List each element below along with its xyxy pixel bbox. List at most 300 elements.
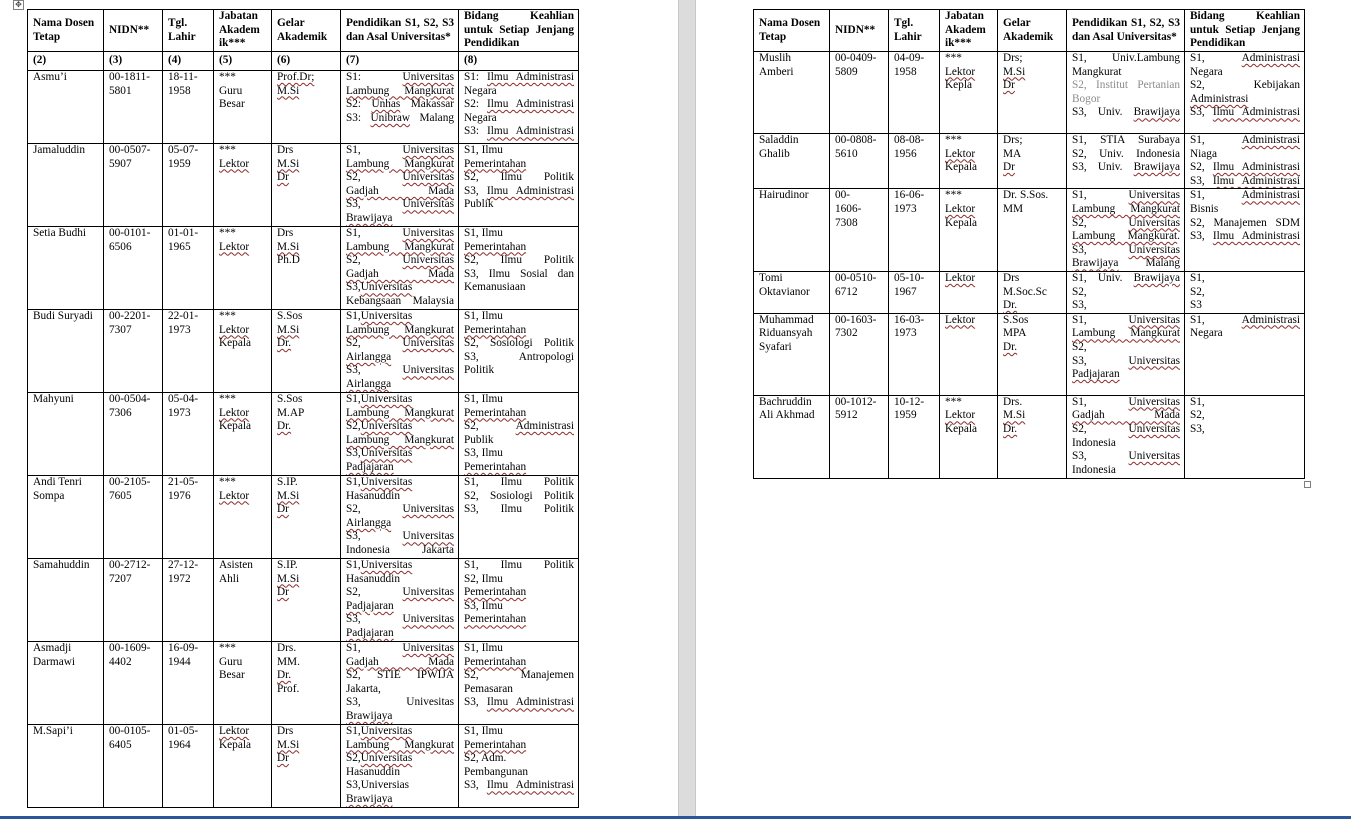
cell-text: Kepla [945,79,972,92]
cell-text: Lektor [219,323,250,336]
cell-nidn [104,71,163,144]
cell-text: 00-0105- [109,725,151,737]
cell-text: Indonesia Jakarta [346,543,454,556]
table-row [754,189,1305,272]
cell-jabatan [214,725,272,808]
cell-text: Bachruddin [759,395,812,408]
cell-text: S3, Ilmu Sosial dan [464,267,574,280]
cell-text: *** [945,189,962,202]
cell-text: 18-11- [168,71,198,83]
cell-pendidikan [1067,52,1185,134]
cell-gelar [998,52,1067,134]
cell-text: S1, Universitas [346,227,454,239]
cell-jabatan [940,313,998,395]
cell-text: S.IP. [277,476,298,488]
cell-text: Andi Tenri [33,476,82,488]
cell-text: S3, Univesitas [346,696,454,709]
table-row [28,393,579,476]
cell-text: 04-09- [894,52,925,64]
cell-gelar [998,189,1067,272]
cell-text: *** [945,395,962,408]
cell-text: Gadjah Mada [346,267,454,280]
cell-text: Sompa [33,489,65,502]
cell-tgl [889,395,940,478]
cell-text: S2, Sosiologi Politik [464,337,574,350]
cell-text: Drs. [1003,395,1023,408]
cell-gelar [272,227,341,310]
cell-text: Brawijaya [346,792,393,805]
cell-text: S1,Universitas [346,725,413,737]
cell-text: S.IP. [277,559,298,571]
cell-text: S1: Ilmu Administrasi [464,71,574,83]
cell-text: 00-0808- [835,134,877,146]
cell-text: Pemerintahan [464,240,527,253]
cell-text: Drs [1003,271,1020,284]
cell-text: Kepala [945,422,977,435]
cell-text: S2, Universitas [1072,422,1180,435]
cell-text: Lektor [945,202,976,215]
table-move-handle-icon[interactable]: ✥ [13,0,24,10]
cell-nidn [830,313,889,395]
cell-text: 7207 [109,572,132,585]
cell-text: Lambung Mangkurat [346,323,454,336]
cell-bidang [1185,134,1305,189]
cell-text: 01-01- [168,227,199,239]
cell-text: Ph.D [277,254,300,267]
cell-pendidikan [1067,134,1185,189]
cell-text: Dr. [277,337,292,350]
cell-bidang [1185,189,1305,272]
cell-pendidikan [341,144,459,227]
cell-text: 4402 [109,655,132,668]
cell-nidn [830,134,889,189]
cell-text: S2, [1190,409,1205,422]
cell-text: S2, Universitas [1072,216,1180,229]
cell-text: S2, Ilmu Politik [464,171,574,184]
cell-tgl [163,393,214,476]
cell-text: 1973 [894,202,917,215]
cell-pendidikan [1067,189,1185,272]
cell-text: Drs [277,144,294,156]
cell-text: Lektor [219,406,250,419]
cell-pendidikan [341,310,459,393]
cell-text: Tomi [759,271,783,284]
cell-text: S1, [1190,271,1205,284]
column-number: (3) [104,52,163,71]
cell-text: S2, [1072,285,1087,298]
column-number: (8) [459,52,579,71]
cell-pendidikan [341,559,459,642]
cell-text: S2, Manajemen SDM [1190,216,1300,229]
cell-text: 1976 [168,489,191,502]
cell-text: Pemerintahan [464,157,527,170]
cell-text: *** [219,393,236,405]
cell-text: 6405 [109,738,132,751]
cell-text: Lambung Mangkurat. [1072,230,1180,243]
cell-text: S1,Universitas [346,310,413,322]
cell-text: Kemanusiaan [464,281,526,294]
cell-nidn [830,189,889,272]
header-nidn: NIDN** [104,10,163,52]
cell-text: Riduansyah [759,327,813,340]
cell-text: Lambung Mangkurat [346,738,454,751]
cell-nama [28,559,104,642]
header-nidn: NIDN** [830,10,889,52]
cell-text: 00-0507- [109,144,151,156]
lecturer-table-left [27,9,579,808]
cell-nidn [104,476,163,559]
cell-text: S3,Universitas [346,447,413,460]
header-bidang: Bidang Keahlian untuk Setiap Jenjang Pendidikan [1185,10,1305,52]
page-gutter [678,0,696,819]
cell-text: S2, Universitas [346,254,454,267]
table-row [754,271,1305,313]
cell-text: Lambung Mangkurat [346,433,454,446]
cell-text: MM. [277,655,300,668]
cell-text: Drs; [1003,52,1023,64]
cell-nidn [830,395,889,478]
cell-text: S2, Manajemen [464,669,574,682]
cell-tgl [889,271,940,313]
cell-nama [754,134,830,189]
cell-pendidikan [1067,313,1185,395]
cell-text: S3, Ilmu Administrasi [464,184,574,197]
cell-text: S1, Ilmu [464,144,503,156]
cell-text: S3, [1190,422,1205,435]
cell-nidn [104,310,163,393]
cell-tgl [163,559,214,642]
cell-text: Drs. [277,642,297,654]
cell-text: S1, Universitas [1072,395,1180,408]
cell-text: Publik [464,198,494,211]
cell-tgl [163,642,214,725]
cell-text: Publik [464,433,494,446]
cell-nidn [830,52,889,134]
cell-text: M.Si [1003,65,1026,78]
cell-bidang [459,559,579,642]
cell-bidang [459,310,579,393]
cell-text: Kepala [945,216,977,229]
cell-text: Hasanuddin [346,489,400,502]
header-nama: Nama Dosen Tetap [28,10,104,52]
cell-text: M.Si [277,572,300,585]
cell-text: 1944 [168,655,191,668]
cell-text: S3,Universias [346,779,410,792]
cell-text: S3, Universitas [1072,243,1180,256]
table-row [28,476,579,559]
cell-text: S3, Ilmu [464,599,503,612]
cell-text: Dr. S.Sos. [1003,189,1049,202]
cell-nama [28,725,104,808]
cell-text: Indonesia [1072,463,1116,476]
cell-nama [754,52,830,134]
cell-text: Negara [464,84,497,97]
cell-gelar [272,476,341,559]
cell-nama [754,189,830,272]
cell-text: S1, Ilmu [464,227,503,239]
cell-text: MM [1003,202,1024,215]
cell-bidang [459,642,579,725]
cell-text: Ali Akhmad [759,409,815,422]
cell-text: Hasanuddin [346,765,400,778]
cell-bidang [1185,52,1305,134]
cell-text: S.Sos [277,393,303,405]
cell-text: Asmadji [33,642,72,654]
cell-text: Syafari [759,340,792,353]
header-jabatan: Jabatan Akadem ik*** [940,10,998,52]
cell-text: S3, Universitas [1072,450,1180,463]
table-row [754,134,1305,189]
cell-text: Lektor [945,65,976,78]
cell-text: S3, Ilmu Administrasi [464,696,574,709]
cell-text: M.Si [277,84,300,97]
cell-text: 00-1811- [109,71,150,83]
cell-text: Dr. [1003,340,1018,353]
cell-gelar [998,271,1067,313]
cell-text: S2, [1190,285,1205,298]
cell-text: 1973 [168,406,191,419]
cell-text: Indonesia [1072,436,1116,449]
cell-text: Lektor [945,313,976,326]
table-resize-handle-icon[interactable] [1304,481,1311,488]
cell-gelar [998,313,1067,395]
cell-nidn [104,227,163,310]
table-header-row [28,10,579,52]
cell-text: Pemerintahan [464,406,527,419]
cell-nama [28,310,104,393]
column-number-row [28,52,579,71]
cell-jabatan [940,134,998,189]
cell-text: Drs; [1003,134,1023,146]
cell-text: M.Si [277,157,300,170]
cell-text: 1964 [168,738,191,751]
cell-text: S2, Universitas [346,171,454,184]
cell-text: S1: Universitas [346,71,454,83]
cell-text: 7307 [109,323,132,336]
cell-tgl [889,134,940,189]
cell-text: Lambung Mangkurat [1072,202,1180,215]
cell-text: S1, Univ.Lambung [1072,52,1180,64]
cell-text: Negara [464,111,497,124]
cell-pendidikan [341,642,459,725]
cell-text: S1, Universitas [1072,313,1180,326]
cell-jabatan [214,642,272,725]
cell-text: Pemerintahan [464,613,527,626]
cell-nama [28,227,104,310]
cell-text: S1, Ilmu Politik [464,559,574,571]
cell-pendidikan [341,725,459,808]
cell-text: Lambung Mangkurat [346,240,454,253]
cell-text: Politik [464,364,495,377]
cell-text: Lambung Mangkurat [1072,327,1180,340]
cell-text: M.Soc.Sc [1003,285,1047,298]
cell-text: *** [219,71,236,83]
cell-gelar [272,71,341,144]
cell-text: Kepala [219,420,251,433]
cell-text: Lektor [945,409,976,422]
cell-text: 27-12- [168,559,199,571]
cell-text: 1959 [894,409,917,422]
cell-nidn [104,642,163,725]
cell-text: 1958 [168,84,191,97]
cell-text: M.Si [1003,409,1026,422]
cell-text: Airlangga [346,377,392,390]
cell-text: Jakarta, [346,682,381,695]
cell-text: S3, Univ. Brawijaya [1072,161,1180,174]
cell-text: Asmu’i [33,71,67,83]
cell-text: 5809 [835,65,858,78]
cell-text: Padjajaran [346,460,394,473]
cell-text: S1, STIA Surabaya [1072,134,1180,146]
cell-tgl [163,227,214,310]
cell-text: S2, [1072,340,1087,353]
cell-text: 00-2712- [109,559,151,571]
cell-text: Bogor [1072,92,1101,105]
cell-text: S1, Universitas [1072,189,1180,202]
cell-text: 05-10- [894,271,925,284]
cell-text: Lektor [219,157,250,170]
cell-pendidikan [341,393,459,476]
cell-text: 6506 [109,240,132,253]
cell-text: Bisnis [1190,202,1219,215]
cell-text: Prof.Dr; [277,71,315,83]
cell-text: Kepala [219,738,251,751]
cell-text: Gadjah Mada [1072,409,1180,422]
cell-text: Lektor [945,147,976,160]
cell-text: S2, Sosiologi Politik [464,489,574,502]
cell-text: S3, Universitas [346,613,454,626]
cell-text: 16-03- [894,313,925,326]
cell-text: S3, Ilmu Administrasi [1190,106,1300,119]
header-pendidikan: Pendidikan S1, S2, S3 dan Asal Universitas* [341,10,459,52]
cell-text: S2, Ilmu Politik [464,254,574,267]
cell-nama [754,313,830,395]
header-bidang: Bidang Keahlian untuk Setiap Jenjang Pendidikan [459,10,579,52]
cell-text: Budi Suryadi [33,310,93,322]
cell-text: 1956 [894,147,917,160]
table-body-left [28,71,579,808]
cell-text: Lektor [945,271,976,284]
cell-text: Lambung Mangkurat [346,406,454,419]
cell-text: Prof. [277,682,300,695]
cell-text: Pemerintahan [464,460,527,473]
cell-text: 7605 [109,489,132,502]
cell-text: 00-0504- [109,393,151,405]
cell-nama [28,71,104,144]
cell-text: Lektor [219,240,250,253]
cell-jabatan [940,271,998,313]
cell-text: *** [219,310,236,322]
cell-text: Padjajaran [346,599,394,612]
cell-nama [754,271,830,313]
cell-nidn [104,559,163,642]
cell-text: Muslih [759,52,792,64]
cell-nidn [104,393,163,476]
cell-text: Pembangunan [464,765,529,778]
cell-text: 5801 [109,84,132,97]
cell-text: S2,Universitas [346,420,413,433]
table-body-right [754,52,1305,479]
cell-gelar [272,642,341,725]
cell-text: M.Sapi’i [33,725,73,737]
header-tgl-lahir: Tgl. Lahir [889,10,940,52]
cell-text: Saladdin [759,134,799,146]
cell-text: Pemerintahan [464,323,527,336]
cell-jabatan [214,71,272,144]
column-number: (5) [214,52,272,71]
cell-text: Mahyuni [33,393,74,405]
table-row [28,71,579,144]
cell-text: S3: Unibraw Malang [346,111,454,124]
cell-text: Darmawi [33,655,76,668]
cell-text: Dr. [1003,422,1018,435]
cell-text: S2, Kebijakan [1190,79,1300,92]
cell-gelar [272,725,341,808]
cell-text: Drs [277,227,294,239]
cell-text: S1, Administrasi [1190,52,1300,64]
table-row [754,52,1305,134]
cell-text: S2, Univ. Indonesia [1072,147,1180,160]
cell-gelar [272,393,341,476]
cell-text: S3, Universitas [1072,354,1180,367]
cell-text: 05-07- [168,144,199,156]
cell-text: 1973 [168,323,191,336]
cell-text: Ghalib [759,147,790,160]
header-nama: Nama Dosen Tetap [754,10,830,52]
cell-text: Negara [1190,327,1223,340]
cell-text: Brawijaya [346,211,393,224]
table-row [28,642,579,725]
cell-text: Kebangsaan Malaysia [346,294,454,307]
cell-text: 00-1609- [109,642,151,654]
cell-text: S1, Ilmu [464,642,503,654]
cell-text: S3,Universitas [346,281,413,294]
column-number: (2) [28,52,104,71]
cell-gelar [998,395,1067,478]
table-row [28,310,579,393]
cell-text: 00-0101- [109,227,151,239]
cell-bidang [459,71,579,144]
cell-text: Padjajaran [346,626,394,639]
cell-gelar [998,134,1067,189]
cell-text: S3, Univ. Brawijaya [1072,106,1180,119]
cell-text: 00-2105- [109,476,151,488]
cell-text: Negara [1190,65,1223,78]
cell-text: Drs [277,725,294,737]
table-row [28,227,579,310]
cell-text: Hairudinor [759,189,809,202]
cell-text: 7302 [835,327,858,340]
cell-pendidikan [1067,395,1185,478]
cell-bidang [459,144,579,227]
cell-text: S3, Antropologi [464,350,574,363]
cell-text: 10-12- [894,395,925,408]
cell-text: 16-06- [894,189,925,202]
cell-nama [754,395,830,478]
cell-text: S2, Universitas [346,503,454,516]
header-tgl-lahir: Tgl. Lahir [163,10,214,52]
cell-text: 5912 [835,409,858,422]
cell-tgl [163,71,214,144]
cell-pendidikan [1067,271,1185,313]
cell-text: 1965 [168,240,191,253]
cell-text: S2, STIE IPWIJA [346,669,454,682]
table-row [754,395,1305,478]
cell-text: 1606- [835,202,862,215]
cell-tgl [889,189,940,272]
cell-text: 05-04- [168,393,199,405]
cell-text: 1972 [168,572,191,585]
